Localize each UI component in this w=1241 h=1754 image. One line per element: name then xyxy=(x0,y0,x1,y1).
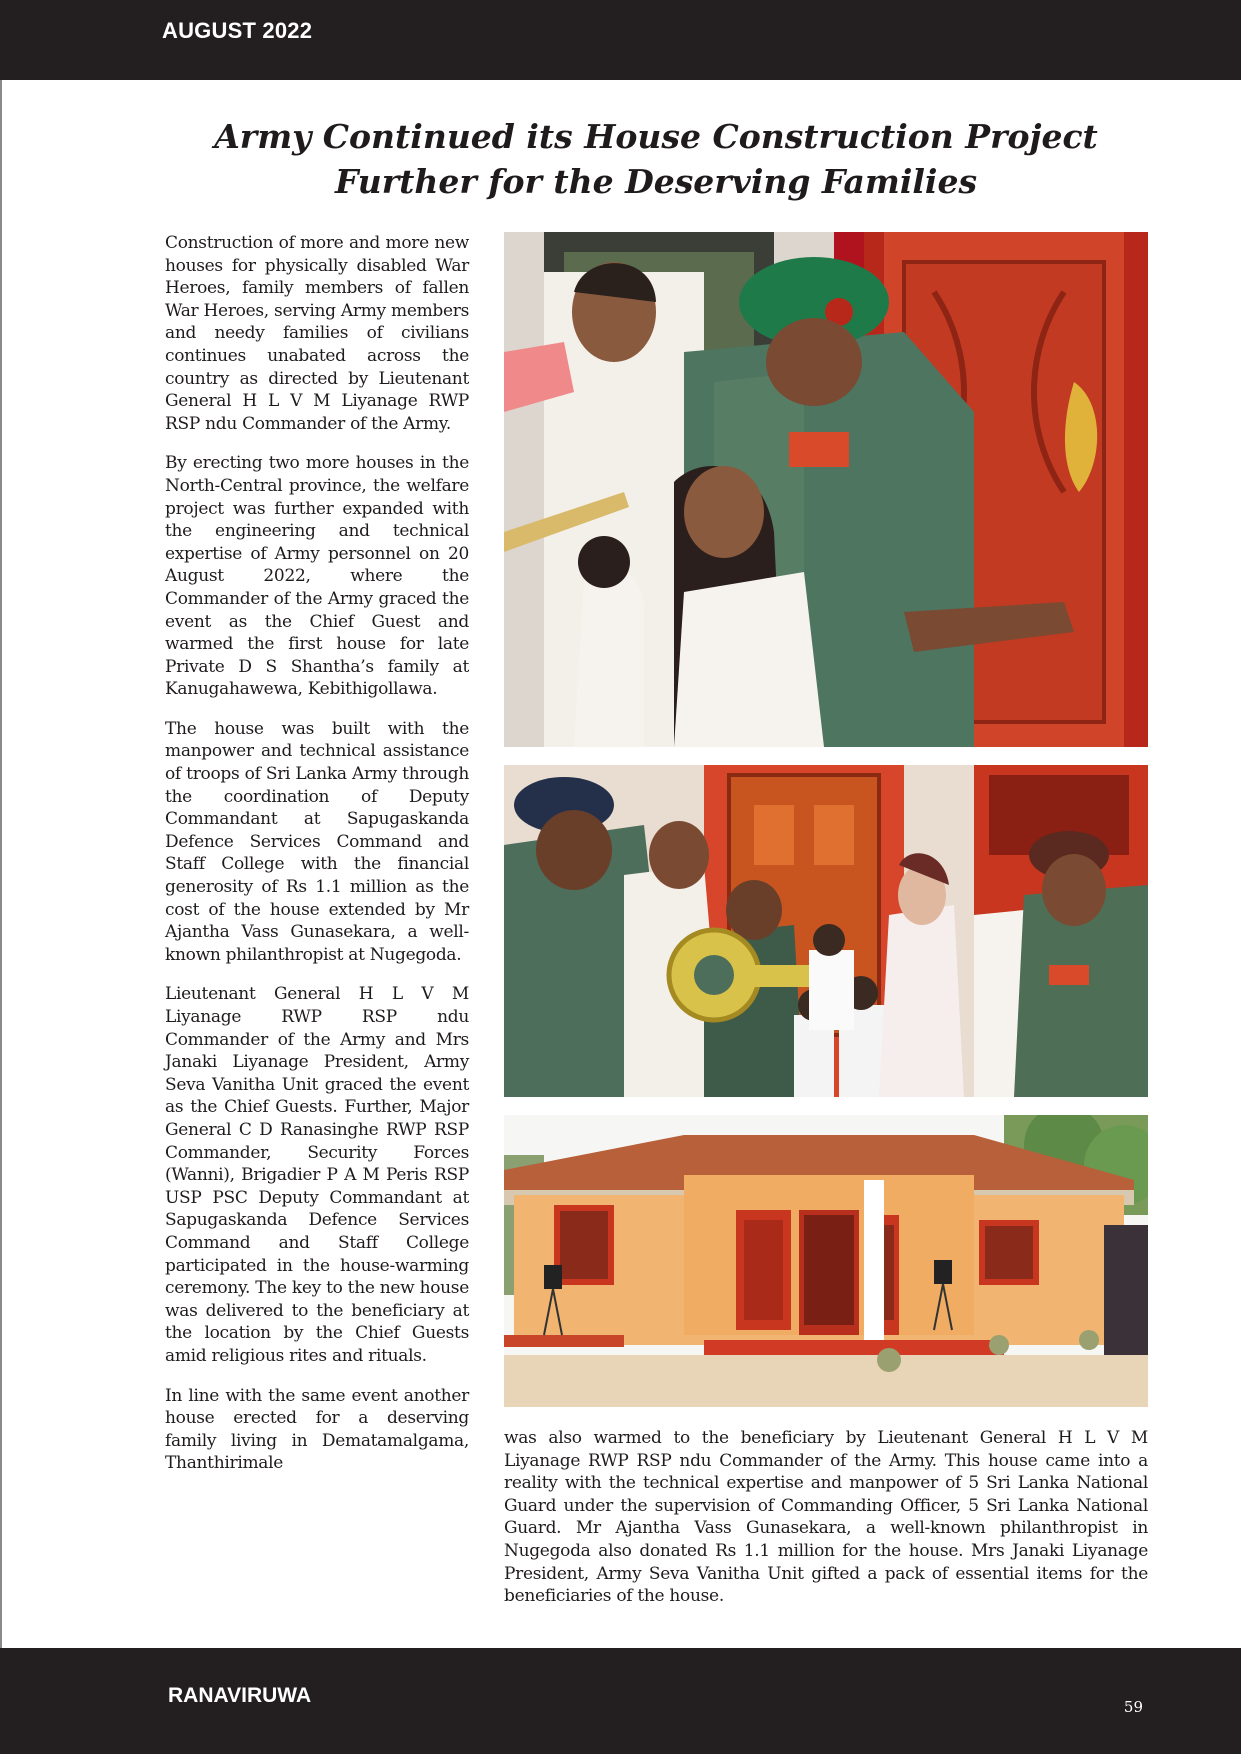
magazine-name: RANAVIRUWA xyxy=(168,1684,312,1707)
paragraph-4: Lieutenant General H L V M Liyanage RWP RSP ndu Commander of the Army and Mrs Janaki Liyanage President, Army Seva Vanitha Unit graced the event as the Chief Guests. Further, Major General C D Ranasinghe RWP RSP Commander, Security Forces (Wanni), Brigadier P A M Peris RSP USP PSC Deputy Commandant at Sapugaskanda Defence Services Command and Staff College participated in the house-warming ceremony. The key to the new house was delivered to the beneficiary at the location by the Chief Guests amid religious rites and rituals. xyxy=(165,984,469,1366)
bottom-bar xyxy=(0,1648,1241,1754)
paragraph-1: Construction of more and more new houses for physically disabled War Heroes, family members of fallen War Heroes, serving Army members and needy families of civilians continues unabated across the country as directed by Lieutenant General H L V M Liyanage RWP RSP ndu Commander of the Army. xyxy=(165,233,469,434)
photo-new-house xyxy=(504,1115,1148,1407)
paragraph-3: The house was built with the manpower and technical assistance of troops of Sri Lanka Army through the coordination of Deputy Commandant at Sapugaskanda Defence Services Command and Staff College with the financial generosity of Rs 1.1 million as the cost of the house extended by Mr Ajantha Vass Gunasekara, a well-known philanthropist at Nugegoda. xyxy=(165,718,469,965)
photo-key-handover xyxy=(504,765,1148,1097)
page-number: 59 xyxy=(1123,1698,1143,1716)
article-body-continuation: was also warmed to the beneficiary by Lieutenant General H L V M Liyanage RWP RSP ndu Commander of the Army. This house came into a reality with the technical expertise and manpower of 5 Sri Lanka National Guard under the supervision of Commanding Officer, 5 Sri Lanka National Guard. Mr Ajantha Vass Gunasekara, a well-known philanthropist in Nugegoda also donated Rs 1.1 million for the house. Mrs Janaki Liyanage President, Army Seva Vanitha Unit gifted a pack of essential items for the beneficiaries of the house. xyxy=(504,1428,1148,1607)
article-title: Army Continued its House Construction Project Further for the Deserving Families xyxy=(214,117,1098,201)
paragraph-5: In line with the same event another house erected for a deserving family living in Dematamalgama, Thanthirimale xyxy=(165,1385,469,1474)
article-body-left-column xyxy=(165,232,469,1492)
photo-door-opening xyxy=(504,232,1148,747)
paragraph-2: By erecting two more houses in the North-Central province, the welfare project was further expanded with the engineering and technical expertise of Army personnel on 20 August 2022, where the Commander of the Army graced the event as the Chief Guest and warmed the first house for late Private D S Shantha’s family at Kanugahawewa, Kebithigollawa. xyxy=(165,453,469,700)
photo-key-handover-illustration xyxy=(504,765,1148,1097)
issue-date: AUGUST 2022 xyxy=(162,18,313,43)
left-margin-rule xyxy=(0,80,2,1648)
photo-door-opening-illustration xyxy=(504,232,1148,747)
top-bar xyxy=(0,0,1241,80)
photo-new-house-illustration xyxy=(504,1115,1148,1407)
